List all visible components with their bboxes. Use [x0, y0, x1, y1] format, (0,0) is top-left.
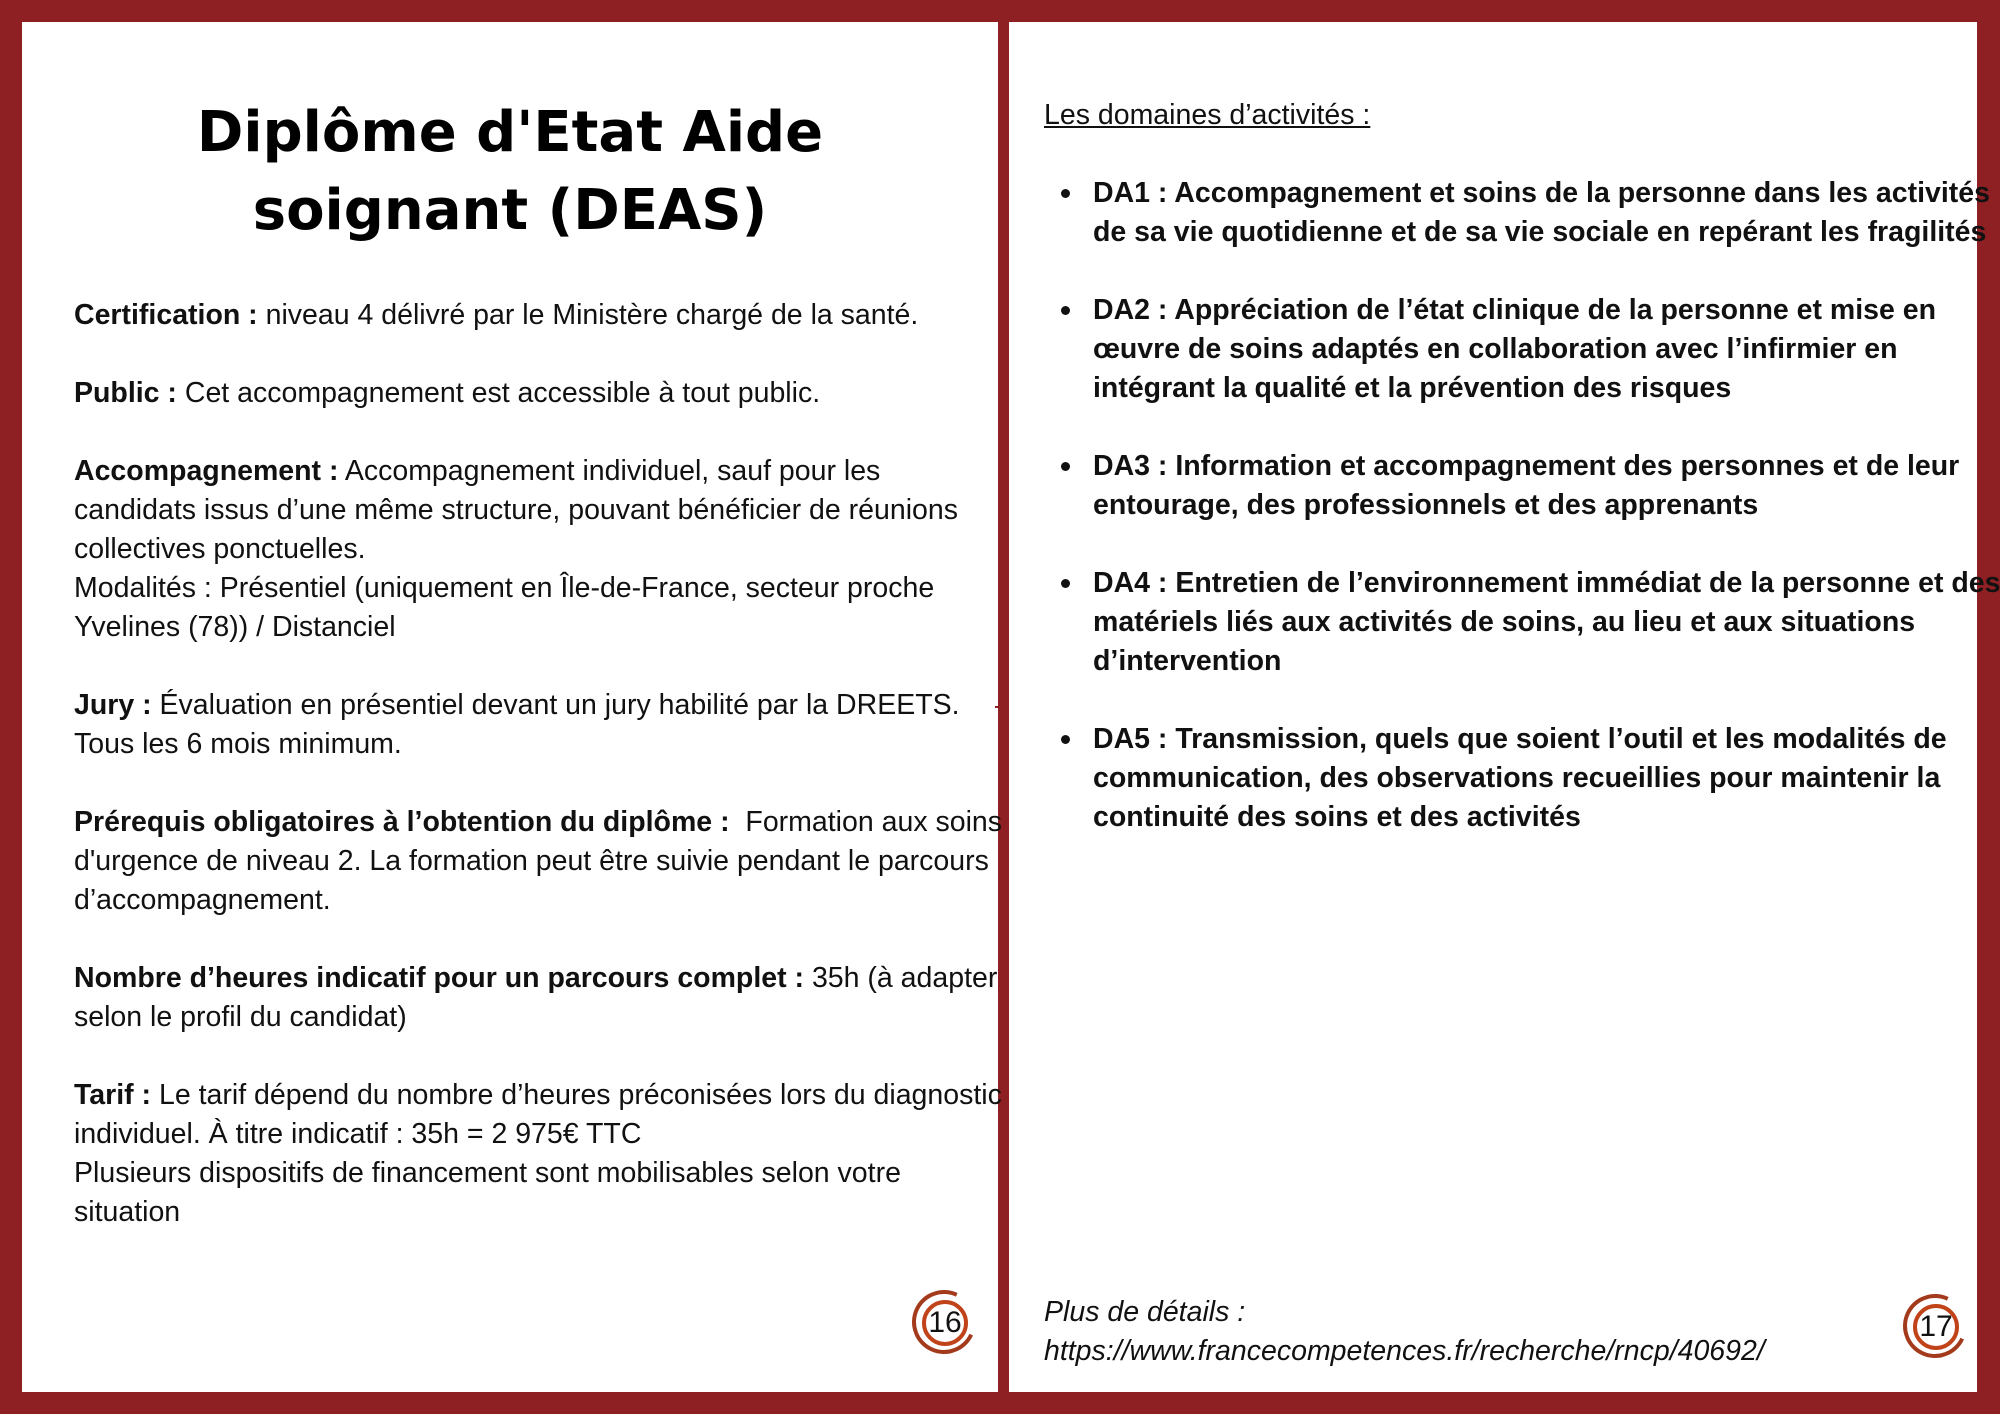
- details-block: [1044, 1293, 1765, 1371]
- section-tarif: [74, 1076, 1004, 1232]
- domain-item-da3: DA3 : Information et accompagnement des personnes et de leur entourage, des professionnels et des apprenants: [1093, 447, 2000, 525]
- section-text: niveau 4 délivré par le Ministère chargé de la santé.: [265, 299, 919, 331]
- page-number-badge-left: [912, 1290, 976, 1354]
- section-text: Accompagnement individuel, sauf pour les candidats issus d’une même structure, pouvant bénéficier de réunions collectives ponctuelles.: [74, 455, 959, 565]
- section-prerequis: [74, 803, 1004, 920]
- section-label: Prérequis obligatoires à l’obtention du diplôme :: [74, 806, 730, 838]
- section-accompagnement: [74, 452, 1004, 647]
- details-label: Plus de détails :: [1044, 1296, 1246, 1328]
- page-number: 16: [928, 1306, 962, 1339]
- section-certification: [74, 296, 1004, 335]
- section-label: Certification :: [74, 299, 258, 331]
- center-tick-mark: [995, 706, 1003, 708]
- domain-item-da2: DA2 : Appréciation de l’état clinique de la personne et mise en œuvre de soins adaptés en collaboration avec l’infirmier en intégrant la qualité et la prévention des risques: [1093, 291, 2000, 408]
- section-jury: [74, 686, 1004, 764]
- section-text: Formation aux soins d'urgence de niveau 2. La formation peut être suivie pendant le parcours d’accompagnement.: [74, 806, 1003, 916]
- domain-item-da5: DA5 : Transmission, quels que soient l’outil et les modalités de communication, des observations recueillies pour maintenir la continuité des soins et des activités: [1093, 720, 2000, 837]
- section-nombre-heures: [74, 959, 1004, 1037]
- page-number-badge-right: [1903, 1294, 1967, 1358]
- section-label: Accompagnement :: [74, 455, 339, 487]
- section-text-modalites: Modalités : Présentiel (uniquement en Île-de-France, secteur proche Yvelines (78)) / Distanciel: [74, 572, 935, 643]
- section-text: Cet accompagnement est accessible à tout public.: [184, 377, 821, 409]
- section-label: Public :: [74, 377, 177, 409]
- section-text-financement: Plusieurs dispositifs de financement sont mobilisables selon votre situation: [74, 1157, 901, 1228]
- section-label: Tarif :: [74, 1079, 152, 1111]
- right-page: [1009, 22, 2000, 1392]
- page-number: 17: [1919, 1310, 1953, 1343]
- domains-list: [1044, 174, 2000, 876]
- section-text: Évaluation en présentiel devant un jury habilité par la DREETS. Tous les 6 mois minimum.: [74, 689, 960, 760]
- section-label: Jury :: [74, 689, 152, 721]
- domain-item-da4: DA4 : Entretien de l’environnement immédiat de la personne et des matériels liés aux activités de soins, au lieu et aux situations d’intervention: [1093, 564, 2000, 681]
- section-public: [74, 374, 1004, 413]
- section-label: Nombre d’heures indicatif pour un parcours complet :: [74, 962, 805, 994]
- domains-heading: Les domaines d’activités :: [1044, 99, 1371, 131]
- section-text: 35h (à adapter selon le profil du candidat): [74, 962, 998, 1033]
- info-sections: [74, 296, 1004, 1271]
- left-page: [22, 22, 1003, 1392]
- domain-item-da1: DA1 : Accompagnement et soins de la personne dans les activités de sa vie quotidienne et de sa vie sociale en repérant les fragilités: [1093, 174, 2000, 252]
- details-link[interactable]: https://www.francecompetences.fr/recherche/rncp/40692/: [1044, 1335, 1765, 1367]
- section-text: Le tarif dépend du nombre d’heures préconisées lors du diagnostic individuel. À titre indicatif : 35h = 2 975€ TTC: [74, 1079, 1002, 1150]
- page-title: Diplôme d'Etat Aide soignant (DEAS): [196, 100, 824, 243]
